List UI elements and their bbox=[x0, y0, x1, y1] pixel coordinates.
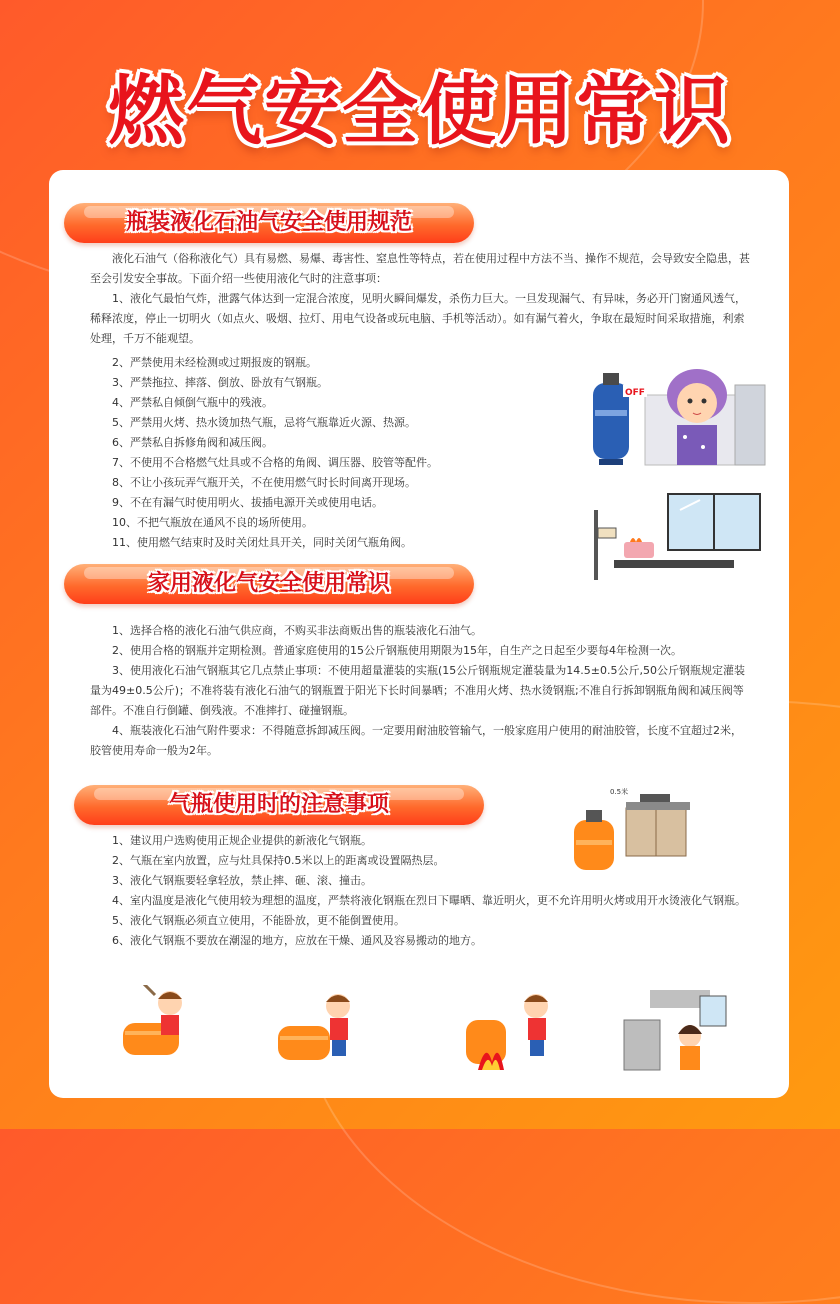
list-item: 3、液化气钢瓶要轻拿轻放，禁止摔、砸、滚、撞击。 bbox=[112, 874, 372, 887]
girl-kitchen-illustration bbox=[620, 990, 730, 1075]
section-banner-home-lpg bbox=[64, 564, 474, 604]
list-item: 1、选择合格的液化石油气供应商，不购买非法商贩出售的瓶装液化石油气。 bbox=[112, 624, 482, 637]
section-heading: 气瓶使用时的注意事项 bbox=[168, 792, 389, 817]
list-item: 1、液化气最怕气炸，泄露气体达到一定混合浓度，见明火瞬间爆发，杀伤力巨大。一旦发现漏气、有异味，务必开门窗通风透气，稀释浓度，停止一切明火（如点火、吸烟、拉灯、用电气设备或玩电脑、手机等活动）。如有漏气着火，争取在最短时间采取措施，利索处理，千万不能观望。 bbox=[90, 292, 746, 345]
list-item: 6、严禁私自拆修角阀和减压阀。 bbox=[112, 436, 273, 449]
list-item: 2、使用合格的钢瓶并定期检测。普通家庭使用的15公斤钢瓶使用期限为15年，自生产之日起至少要每4年检测一次。 bbox=[112, 644, 682, 657]
section-lpg-rules-text bbox=[90, 249, 750, 349]
list-item: 7、不使用不合格燃气灶具或不合格的角阀、调压器、胶管等配件。 bbox=[112, 456, 438, 469]
intro-paragraph: 液化石油气（俗称液化气）具有易燃、易爆、毒害性、窒息性等特点，若在使用过程中方法不当、操作不规范，会导致安全隐患，甚至会引发安全事故。下面介绍一些使用液化气时的注意事项： bbox=[90, 252, 750, 285]
list-item: 8、不让小孩玩弄气瓶开关，不在使用燃气时长时间离开现场。 bbox=[112, 476, 416, 489]
stove-window-illustration bbox=[590, 490, 770, 580]
section-cylinder-notes-text bbox=[90, 831, 750, 951]
section-heading: 家用液化气安全使用常识 bbox=[147, 571, 390, 596]
section-lpg-rules-list bbox=[90, 353, 530, 553]
boy-hitting-cylinder-illustration bbox=[115, 985, 205, 1065]
list-item: 9、不在有漏气时使用明火、拔插电源开关或使用电话。 bbox=[112, 496, 383, 509]
list-item: 3、使用液化石油气钢瓶其它几点禁止事项：不使用超量灌装的实瓶(15公斤钢瓶规定灌装量为14.5±0.5公斤,50公斤钢瓶规定灌装量为49±0.5公斤)；不准将装有液化石油气的钢瓶置于阳光下长时间暴晒；不准用火烤、热水烫钢瓶;不准自行拆卸钢瓶角阀和减压阀等部件。不准自行倒罐、倒残液。不准摔打、碰撞钢瓶。 bbox=[90, 664, 745, 717]
list-item: 4、瓶装液化石油气附件要求：不得随意拆卸减压阀。一定要用耐油胶管输气，一般家庭用户使用的耐油胶管，长度不宜超过2米，胶管使用寿命一般为2年。 bbox=[90, 724, 742, 757]
section-home-lpg-text bbox=[90, 621, 750, 761]
page-title: 燃气安全使用常识 bbox=[108, 66, 732, 155]
list-item: 2、严禁使用未经检测或过期报废的钢瓶。 bbox=[112, 356, 317, 369]
list-item: 2、气瓶在室内放置，应与灶具保持0.5米以上的距离或设置隔热层。 bbox=[112, 854, 445, 867]
section-banner-cylinder-notes bbox=[74, 785, 484, 825]
section-heading: 瓶装液化石油气安全使用规范 bbox=[125, 210, 412, 235]
list-item: 3、严禁拖拉、摔落、倒放、卧放有气钢瓶。 bbox=[112, 376, 328, 389]
boy-kicking-cylinder-illustration bbox=[270, 990, 360, 1070]
cylinder-on-fire-illustration bbox=[460, 990, 560, 1075]
list-item: 11、使用燃气结束时及时关闭灶具开关，同时关闭气瓶角阀。 bbox=[112, 536, 412, 549]
list-item: 5、严禁用火烤、热水烫加热气瓶，忌将气瓶靠近火源、热源。 bbox=[112, 416, 416, 429]
list-item: 4、室内温度是液化气使用较为理想的温度，严禁将液化钢瓶在烈日下曝晒、靠近明火，更不允许用明火烤或用开水烫液化气钢瓶。 bbox=[112, 894, 746, 907]
cylinder-girl-illustration bbox=[585, 355, 775, 470]
section-banner-lpg-rules bbox=[64, 203, 474, 243]
list-item: 6、液化气钢瓶不要放在潮湿的地方，应放在干燥、通风及容易搬动的地方。 bbox=[112, 934, 482, 947]
distance-label: 0.5米 bbox=[610, 788, 629, 796]
off-label: OFF bbox=[625, 388, 645, 398]
list-item: 4、严禁私自倾倒气瓶中的残液。 bbox=[112, 396, 273, 409]
list-item: 10、不把气瓶放在通风不良的场所使用。 bbox=[112, 516, 313, 529]
list-item: 1、建议用户选购使用正规企业提供的新液化气钢瓶。 bbox=[112, 834, 372, 847]
off-label-group bbox=[623, 385, 647, 398]
list-item: 5、液化气钢瓶必须直立使用，不能卧放，更不能倒置使用。 bbox=[112, 914, 405, 927]
